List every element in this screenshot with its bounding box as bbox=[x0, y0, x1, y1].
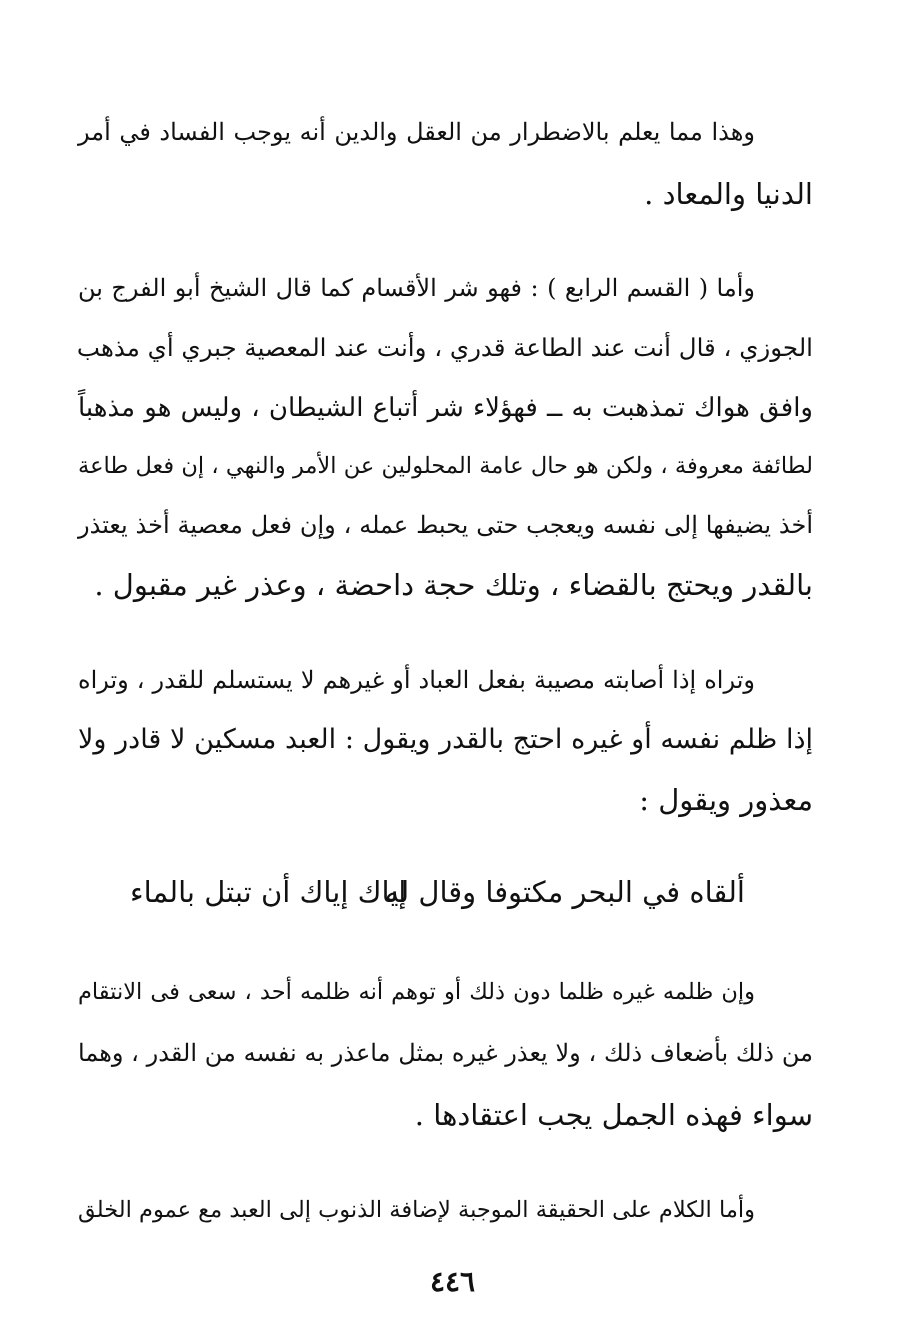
text-line: الدنيا والمعاد . bbox=[644, 177, 813, 211]
text-line: وافق هواك تمذهبت به ــ فهؤلاء شر أتباع الشيطان ، وليس هو مذهباً bbox=[78, 393, 813, 423]
text-line: أخذ يضيفها إلى نفسه ويعجب حتى يحبط عمله ، وإن فعل معصية أخذ يعتذر bbox=[78, 511, 813, 539]
text-line: وتراه إذا أصابته مصيبة بفعل العباد أو غيرهم لا يستسلم للقدر ، وتراه bbox=[78, 666, 755, 694]
text-line: معذور ويقول : bbox=[639, 783, 813, 817]
text-line: وأما الكلام على الحقيقة الموجبة لإضافة الذنوب إلى العبد مع عموم الخلق bbox=[78, 1197, 755, 1223]
verse-second-hemistich: إياك إياك أن تبتل بالماء bbox=[130, 875, 407, 909]
page-number: ٤٤٦ bbox=[429, 1265, 476, 1298]
text-line: وأما ( القسم الرابع ) : فهو شر الأقسام كما قال الشيخ أبو الفرج بن bbox=[78, 274, 755, 302]
text-line: سواء فهذه الجمل يجب اعتقادها . bbox=[414, 1098, 813, 1132]
text-line: لطائفة معروفة ، ولكن هو حال عامة المحلولين عن الأمر والنهي ، إن فعل طاعة bbox=[78, 453, 813, 479]
text-line: وهذا مما يعلم بالاضطرار من العقل والدين أنه يوجب الفساد في أمر bbox=[78, 118, 755, 146]
text-line: من ذلك بأضعاف ذلك ، ولا يعذر غيره بمثل ماعذر به نفسه من القدر ، وهما bbox=[78, 1039, 813, 1067]
verse-first-hemistich: ألقاه في البحر مكتوفا وقال له bbox=[384, 875, 745, 909]
text-line: بالقدر ويحتج بالقضاء ، وتلك حجة داحضة ، وعذر غير مقبول . bbox=[94, 568, 813, 602]
text-line: وإن ظلمه غيره ظلما دون ذلك أو توهم أنه ظلمه أحد ، سعى فى الانتقام bbox=[78, 979, 755, 1005]
text-line: الجوزي ، قال أنت عند الطاعة قدري ، وأنت عند المعصية جبري أي مذهب bbox=[76, 333, 813, 362]
text-line: إذا ظلم نفسه أو غيره احتج بالقدر ويقول : العبد مسكين لا قادر ولا bbox=[78, 724, 813, 755]
poetry-verse bbox=[130, 870, 745, 914]
